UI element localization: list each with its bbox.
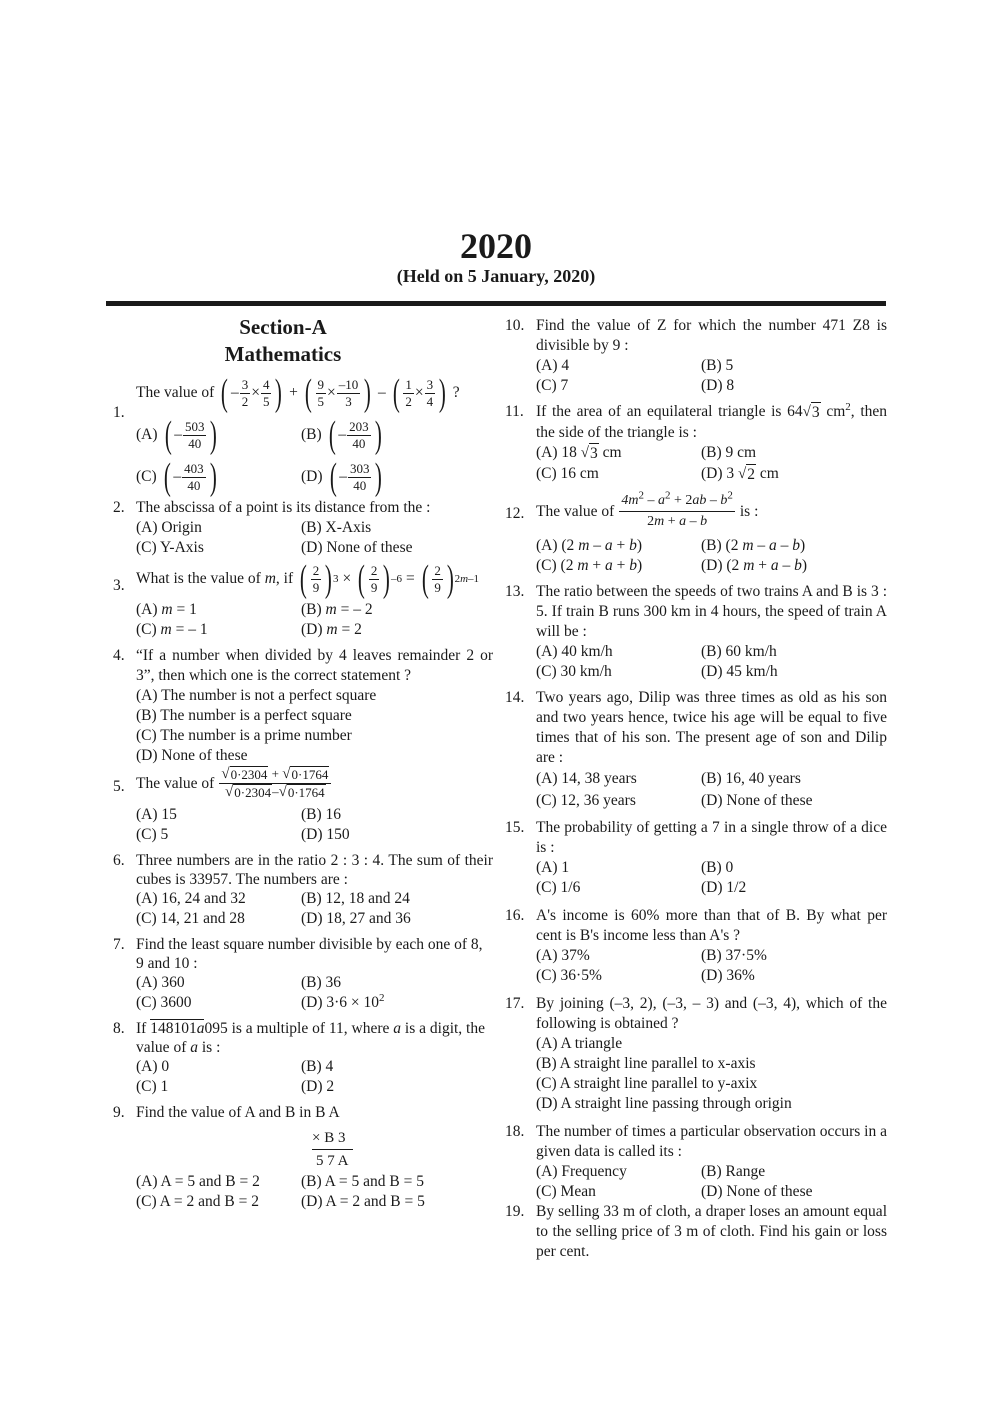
expression-term: ( $\frac{9}{5}$ × $\frac{-10}{3}$ ) [304,372,372,414]
option-c[interactable]: (C) Mean [536,1183,596,1200]
header-rule [106,301,886,306]
options [136,1172,493,1212]
question-number: 6. [113,852,125,869]
option-c[interactable]: (C) 30 km/h [536,663,612,680]
options [536,356,887,396]
option-b[interactable]: (B) 16, 40 years [701,770,801,787]
option-d[interactable]: (D) 45 km/h [701,663,778,680]
option-d[interactable]: (D) (2 m + a – b) [701,557,808,574]
question-1-stem: The value of ( – $\frac{3}{2}$ × $\frac{4}{5}$ ) + ( $\frac{9}{5}$ × $\frac{-10}{3}$ ) – ( $\frac{1}{2}$ × $\frac{3}{4}$ ) ? [136,372,460,414]
option-b[interactable]: (B) (2 m – a – b) [701,537,806,554]
options [136,973,493,1013]
question-3-stem: What is the value of m, if ( $\frac{2}{9}$ ) 3 × ( $\frac{2}{9}$ ) –6 = ( $\frac{2}{9}$ ) 2m–1 [136,558,480,600]
question-text: ? [452,384,460,401]
question-number: 4. [113,647,125,664]
option-d[interactable]: (D) 18, 27 and 36 [301,910,411,927]
options [536,858,887,898]
option-b[interactable]: (B) 36 [301,974,342,991]
question-text: The number of times a particular observation occurs in a given data is called its : [536,1123,887,1160]
question-number: 7. [113,936,125,953]
option-a[interactable]: (A) 0 [136,1058,170,1075]
option-d[interactable]: (D) None of these [136,747,248,764]
option-c[interactable]: (C) 7 [536,377,569,394]
option-b[interactable]: (B) 5 [701,357,734,374]
option-a[interactable]: (A) 14, 38 years [536,770,637,787]
question-1 [113,374,493,496]
question-4 [113,646,493,766]
options [536,443,887,485]
option-c[interactable]: (C) 16 cm [536,465,599,482]
option-d[interactable]: (D) 1/2 [701,879,747,896]
question-text: The abscissa of a point is its distance from the : [136,499,431,516]
question-10 [505,316,887,396]
question-text: If the area of an equilateral triangle is 64 √ 3 $cm^2$, then the side of the triangle is : [536,400,888,441]
question-number: 1. [113,404,125,421]
option-d[interactable]: (D) 2 [301,1078,335,1095]
question-text: What is the value of m, if [136,570,294,587]
option-a[interactable]: (A) 18 √ 3 cm [536,444,622,462]
question-2 [113,498,493,558]
option-b[interactable]: (B) 37·5% [701,947,767,964]
question-number: 14. [505,689,525,706]
question-number: 12. [505,505,525,522]
multiplier-line: × B 3 [312,1130,346,1146]
option-b[interactable]: (B) ( – $\frac{203}{40}$ ) [301,414,382,456]
option-d[interactable]: (D) 3 √ 2 cm [701,465,779,483]
right-column [505,314,887,1262]
question-text: The ratio between the speeds of two trains A and B is 3 : 5. If train B runs 300 km in 4 hours, the speed of train A will be : [536,583,887,640]
question-number: 19. [505,1203,525,1220]
question-number: 17. [505,995,525,1012]
options [536,642,887,682]
option-a[interactable]: (A) 15 [136,806,177,823]
subject-name: Mathematics [224,342,342,366]
option-c[interactable]: (C) 14, 21 and 28 [136,910,245,927]
question-3 [113,560,493,640]
option-c[interactable]: (C) m = – 1 [136,621,208,638]
options [536,946,887,986]
options [136,805,493,845]
option-a[interactable]: (A) 4 [536,357,570,374]
option-a[interactable]: (A) 360 [136,974,185,991]
question-number: 10. [505,317,525,334]
option-b[interactable]: (B) 12, 18 and 24 [301,890,410,907]
option-b[interactable]: (B) 16 [301,806,342,823]
option-b[interactable]: (B) 0 [701,859,734,876]
radical-fraction: √ 0·2304 + √ 0·1764 √ 0·2304 – √ 0·1764 [219,766,331,801]
question-number: 2. [113,499,125,516]
question-text: By joining (–3, 2), (–3, – 3) and (–3, 4), which of the following is obtained ? [536,995,887,1032]
options [536,536,887,576]
option-c[interactable]: (C) 1/6 [536,879,581,896]
question-text: Find the value of Z for which the number 471 Z8 is divisible by 9 : [536,317,887,354]
option-b[interactable]: (B) A straight line parallel to x-axis [536,1055,756,1072]
option-d[interactable]: (D) 150 [301,826,350,843]
multiplication-layout [312,1127,493,1172]
question-8 [113,1019,493,1097]
options [136,889,493,929]
option-a[interactable]: (A) Origin [136,519,202,536]
option-a[interactable]: (A) 37% [536,947,590,964]
question-9 [113,1103,493,1212]
options [536,1162,887,1202]
question-19 [505,1202,887,1262]
option-d[interactable]: (D) 36% [701,967,755,984]
option-c[interactable]: (C) 36·5% [536,967,602,984]
question-number: 16. [505,907,525,924]
question-number: 5. [113,778,125,795]
options [136,600,493,640]
question-text: “If a number when divided by 4 leaves remainder 2 or 3”, then which one is the correct statement ? [136,647,493,684]
question-text: Find the least square number divisible by each one of 8, 9 and 10 : [136,936,483,972]
option-c[interactable]: (C) 5 [136,826,169,843]
option-c[interactable]: (C) 3600 [136,994,192,1011]
question-text: The value of [136,384,215,401]
option-b[interactable]: (B) 60 km/h [701,643,777,660]
option-d[interactable]: (D) A = 2 and B = 5 [301,1193,425,1210]
option-c[interactable]: (C) Y-Axis [136,539,204,556]
question-11 [505,402,887,485]
expression-term: ( $\frac{1}{2}$ × $\frac{3}{4}$ ) [392,372,446,414]
option-b[interactable]: (B) 9 cm [701,444,757,461]
question-number: 13. [505,583,525,600]
option-c[interactable]: (C) 12, 36 years [536,792,636,809]
question-17 [505,994,887,1114]
question-number: 3. [113,577,125,594]
option-a[interactable]: (A) A triangle [536,1035,623,1052]
question-16 [505,906,887,986]
question-18 [505,1122,887,1202]
option-b[interactable]: (B) Range [701,1163,766,1180]
option-a[interactable]: (A) Frequency [536,1163,627,1180]
question-text: Two years ago, Dilip was three times as old as his son and two years hence, twice his age will be equal to five times that of his son. The present age of son and Dilip are : [536,689,887,766]
algebraic-fraction: $\frac{4m^2 - a^2 + 2ab - b^2}{2m + a - b}$ [621,489,733,529]
option-c[interactable]: (C) A straight line parallel to y-axix [536,1075,758,1092]
paper-year: 2020 [460,226,532,266]
option-c[interactable]: (C) 1 [136,1078,169,1095]
option-d[interactable]: (D) None of these [301,539,413,556]
question-text: If 148101a095 is a multiple of 11, where a is a digit, the value of a is : [136,1020,485,1056]
question-6 [113,851,493,929]
option-d[interactable]: (D) ( – $\frac{303}{40}$ ) [301,456,383,498]
question-15 [505,818,887,898]
options [536,768,887,812]
option-d[interactable]: (D) $3\cdot 6 \times 10^2$ [301,991,385,1011]
question-number: 9. [113,1104,125,1121]
question-text: is : [739,502,759,520]
option-d[interactable]: (D) None of these [701,1183,813,1200]
option-a[interactable]: (A) The number is not a perfect square [136,687,377,704]
question-number: 18. [505,1123,525,1140]
question-text: The value of [536,502,615,520]
option-a[interactable]: (A) A = 5 and B = 2 [136,1173,260,1190]
question-text: The probability of getting a 7 in a single throw of a dice is : [536,819,887,856]
question-7 [113,935,493,1013]
option-a[interactable]: (A) 40 km/h [536,643,613,660]
question-5-stem [136,766,493,801]
question-12 [505,491,887,576]
question-14 [505,688,887,812]
option-a[interactable]: (A) 16, 24 and 32 [136,890,246,907]
option-b[interactable]: (B) The number is a perfect square [136,707,352,724]
left-column [113,314,493,1212]
expression-term: ( – $\frac{3}{2}$ × $\frac{4}{5}$ ) [221,372,283,414]
option-b[interactable]: (B) m = – 2 [301,601,373,618]
option-d[interactable]: (D) None of these [701,792,813,809]
option-a[interactable]: (A) 1 [536,859,570,876]
question-text: Find the value of A and B in B A [136,1104,340,1121]
question-text: A's income is 60% more than that of B. By what per cent is B's income less than A's ? [536,907,887,944]
question-number: 8. [113,1020,125,1037]
option-a[interactable]: (A) ( – $\frac{503}{40}$ ) [136,414,218,456]
option-c[interactable]: (C) ( – $\frac{403}{40}$ ) [136,456,217,498]
question-text: Three numbers are in the ratio 2 : 3 : 4. The sum of their cubes is 33957. The numbers are : [136,852,493,888]
option-a[interactable]: (A) (2 m – a + b) [536,537,643,554]
question-text: By selling 33 m of cloth, a draper loses an amount equal to the selling price of 3 m of cloth. Find his gain or loss per cent. [536,1203,887,1260]
options [136,1057,493,1097]
option-a[interactable]: (A) m = 1 [136,601,197,618]
question-12-stem [536,491,887,532]
section-name: Section-A [239,315,327,339]
option-b[interactable]: (B) X-Axis [301,519,372,536]
product-line: 5 7 A [312,1149,353,1172]
question-number: 11. [505,403,524,420]
option-d[interactable]: (D) 8 [701,377,735,394]
held-date: (Held on 5 January, 2020) [396,266,596,286]
question-text: The value of [136,774,215,792]
option-d[interactable]: (D) A straight line passing through origin [536,1095,792,1112]
option-d[interactable]: (D) m = 2 [301,621,362,638]
question-number: 15. [505,819,525,836]
options [136,416,493,496]
option-b[interactable]: (B) A = 5 and B = 5 [301,1173,424,1190]
question-13 [505,582,887,682]
option-c[interactable]: (C) The number is a prime number [136,727,352,744]
options [136,518,493,558]
question-5 [113,766,493,845]
option-c[interactable]: (C) (2 m + a + b) [536,557,643,574]
option-c[interactable]: (C) A = 2 and B = 2 [136,1193,259,1210]
option-b[interactable]: (B) 4 [301,1058,334,1075]
